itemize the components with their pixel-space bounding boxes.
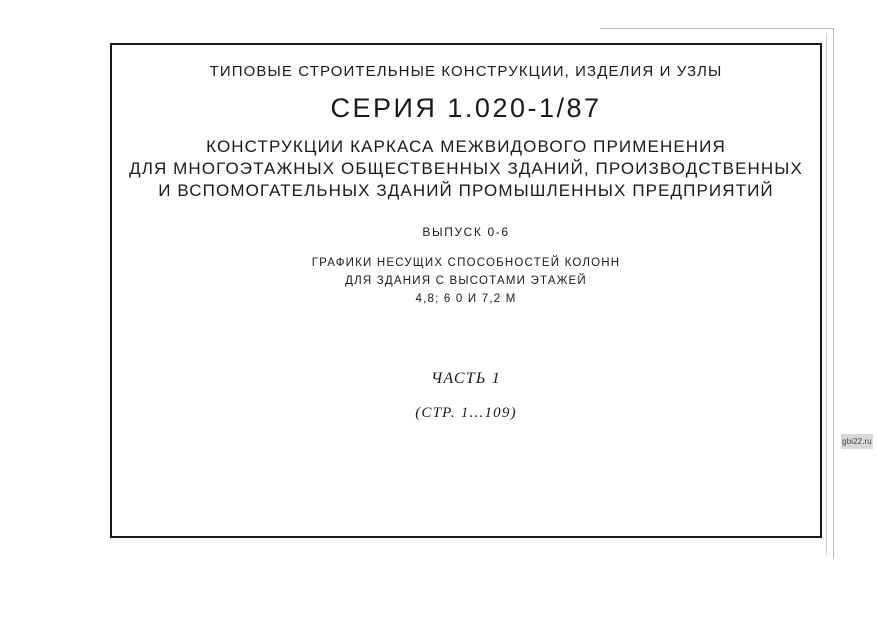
description-line-3: 4,8; 6 0 И 7,2 М <box>415 293 517 305</box>
subtitle-line-1: КОНСТРУКЦИИ КАРКАСА МЕЖВИДОВОГО ПРИМЕНЕНИЯ <box>206 137 726 156</box>
document-header: ТИПОВЫЕ СТРОИТЕЛЬНЫЕ КОНСТРУКЦИИ, ИЗДЕЛИЯ И УЗЛЫ <box>209 63 723 80</box>
description-line-1: ГРАФИКИ НЕСУЩИХ СПОСОБНОСТЕЙ КОЛОНН <box>311 257 621 269</box>
title-content <box>112 45 820 536</box>
subtitle-line-3: И ВСПОМОГАТЕЛЬНЫХ ЗДАНИЙ ПРОМЫШЛЕННЫХ ПРЕДПРИЯТИЙ <box>158 181 774 200</box>
series-number: СЕРИЯ 1.020-1/87 <box>330 93 602 123</box>
scan-edge-right-secondary <box>826 33 827 555</box>
subtitle-line-2: ДЛЯ МНОГОЭТАЖНЫХ ОБЩЕСТВЕННЫХ ЗДАНИЙ, ПРОИЗВОДСТВЕННЫХ <box>129 159 803 178</box>
description-line-2: ДЛЯ ЗДАНИЯ С ВЫСОТАМИ ЭТАЖЕЙ <box>345 275 587 287</box>
issue-number: ВЫПУСК 0-6 <box>422 225 510 239</box>
part-label: ЧАСТЬ 1 <box>431 370 501 387</box>
scan-edge-top <box>600 28 834 29</box>
title-frame <box>110 43 822 538</box>
watermark-label: gbi22.ru <box>841 434 873 449</box>
page-range-label: (СТР. 1...109) <box>415 405 517 421</box>
scan-edge-right <box>833 28 834 558</box>
